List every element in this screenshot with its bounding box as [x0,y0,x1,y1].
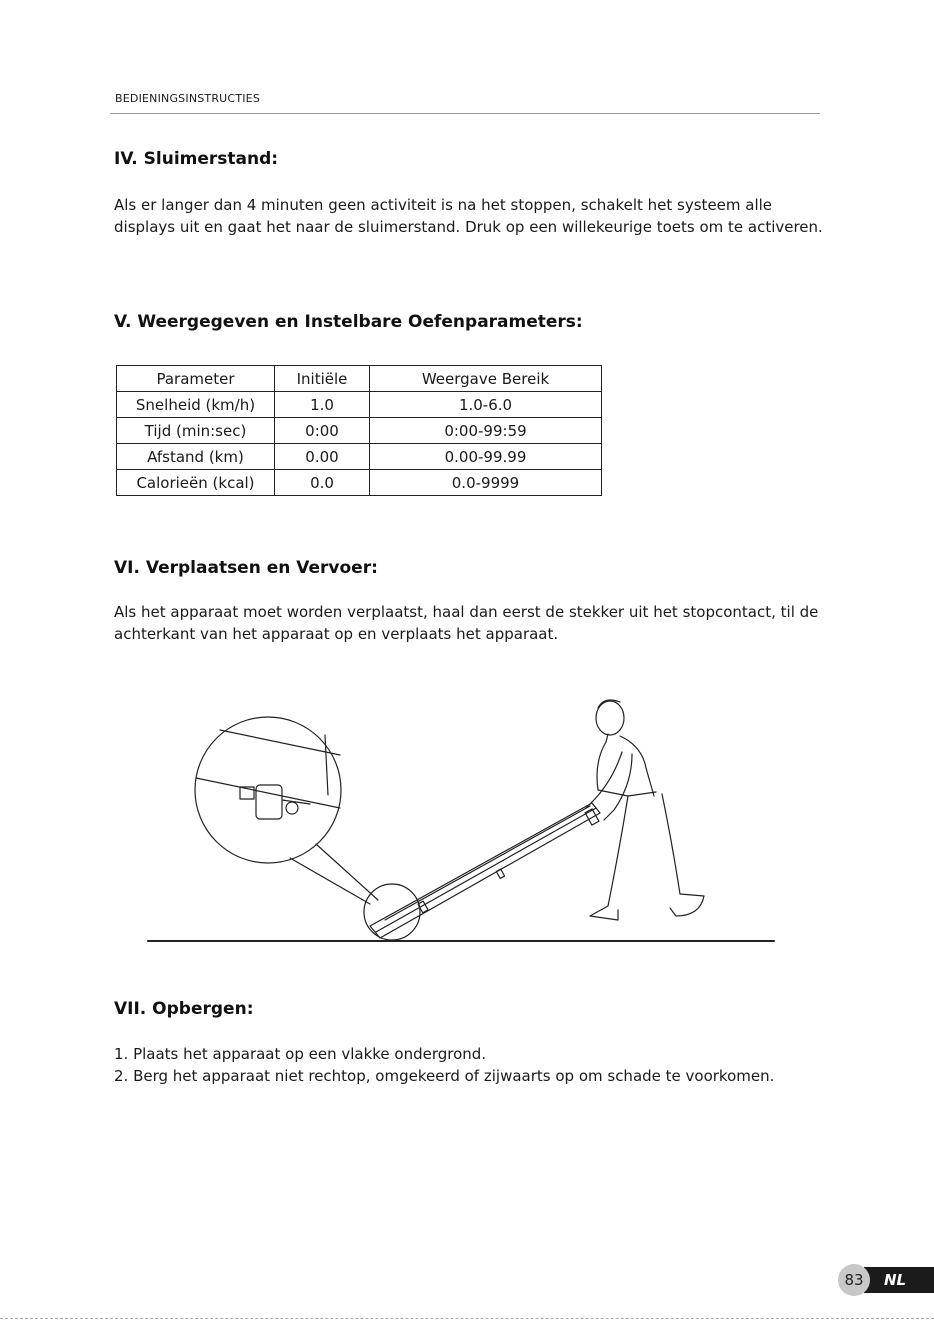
table-header-row [117,366,602,392]
table-row [117,470,602,496]
table-row [117,444,602,470]
table-cell: Tijd (min:sec) [117,418,275,444]
page-badge [838,1264,934,1294]
section-title-transport: VI. Verplaatsen en Vervoer: [114,558,378,578]
table-cell: 0.0 [275,470,370,496]
person-figure [586,700,704,920]
section-title-parameters: V. Weergegeven en Instelbare Oefenparameters: [114,312,583,332]
table-cell: 0.00-99.99 [370,444,602,470]
table-header-cell: Initiële [275,366,370,392]
section-title-sleep-mode: IV. Sluimerstand: [114,149,279,169]
treadmill [370,803,600,938]
table-cell: Calorieën (kcal) [117,470,275,496]
parameters-table [116,365,602,496]
table-row [117,418,602,444]
section-title-storage: VII. Opbergen: [114,999,254,1019]
table-header-cell: Weergave Bereik [370,366,602,392]
table-cell: 0:00-99:59 [370,418,602,444]
storage-list [114,1043,814,1087]
table-cell: 1.0-6.0 [370,392,602,418]
table-cell: 0:00 [275,418,370,444]
list-item: 1. Plaats het apparaat op een vlakke ondergrond. [114,1045,487,1063]
table-header-cell: Parameter [117,366,275,392]
page-number: 83 [838,1264,870,1296]
bottom-dashed-rule [0,1318,934,1319]
header-divider [110,113,820,114]
table-cell: 0.0-9999 [370,470,602,496]
table-cell: Snelheid (km/h) [117,392,275,418]
sleep-mode-paragraph: Als er langer dan 4 minuten geen activiteit is na het stoppen, schakelt het systeem alle displays uit en gaat het naar de sluimerstand. Druk op een willekeurige toets om te activeren. [114,196,823,236]
list-item: 2. Berg het apparaat niet rechtop, omgekeerd of zijwaarts op om schade te voorkomen. [114,1067,775,1085]
table-cell: 0.00 [275,444,370,470]
table-cell: 1.0 [275,392,370,418]
transport-paragraph: Als het apparaat moet worden verplaatst, haal dan eerst de stekker uit het stopcontact, til de achterkant van het apparaat op en verplaats het apparaat. [114,603,819,643]
table-cell: Afstand (km) [117,444,275,470]
wheel-detail-magnifier [195,717,378,904]
transport-illustration [140,690,780,950]
language-tag: NL [864,1267,934,1293]
running-header: BEDIENINGSINSTRUCTIES [115,92,261,105]
table-row [117,392,602,418]
